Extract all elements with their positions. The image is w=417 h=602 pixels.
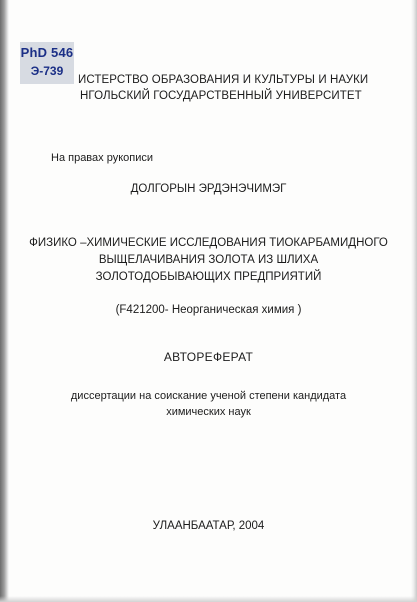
scan-shadow-left xyxy=(0,0,9,602)
degree-purpose-line: диссертации на соискание ученой степени кандидата xyxy=(70,390,347,402)
thesis-title-line: ВЫЩЕЛАЧИВАНИЯ ЗОЛОТА ИЗ ШЛИХА xyxy=(98,254,319,266)
library-call-number-label xyxy=(20,42,74,84)
thesis-title-line: ЗОЛОТОДОБЫВАЮЩИХ ПРЕДПРИЯТИЙ xyxy=(95,271,322,283)
call-number-line2: Э-739 xyxy=(30,64,64,78)
university-name: НГОЛЬСКИЙ ГОСУДАРСТВЕННЫЙ УНИВЕРСИТЕТ xyxy=(80,90,362,102)
manuscript-rights-note: На правах рукописи xyxy=(51,152,153,164)
scan-shadow-bottom xyxy=(0,596,417,602)
call-number-line1: PhD 546 xyxy=(20,45,74,60)
specialty-code: (F421200- Неорганическая химия ) xyxy=(115,304,302,316)
place-and-year: УЛААНБААТАР, 2004 xyxy=(152,520,265,532)
author-name: ДОЛГОРЫН ЭРДЭНЭЧИМЭГ xyxy=(130,183,287,195)
ministry-name: ИСТЕРСТВО ОБРАЗОВАНИЯ И КУЛЬТУРЫ И НАУКИ xyxy=(78,74,369,86)
scan-shadow-right xyxy=(411,0,417,602)
degree-purpose-line: химических наук xyxy=(166,406,251,418)
document-type-heading: АВТОРЕФЕРАТ xyxy=(163,350,254,364)
thesis-title-line: ФИЗИКО –ХИМИЧЕСКИЕ ИССЛЕДОВАНИЯ ТИОКАРБАМИДНОГО xyxy=(29,237,388,249)
